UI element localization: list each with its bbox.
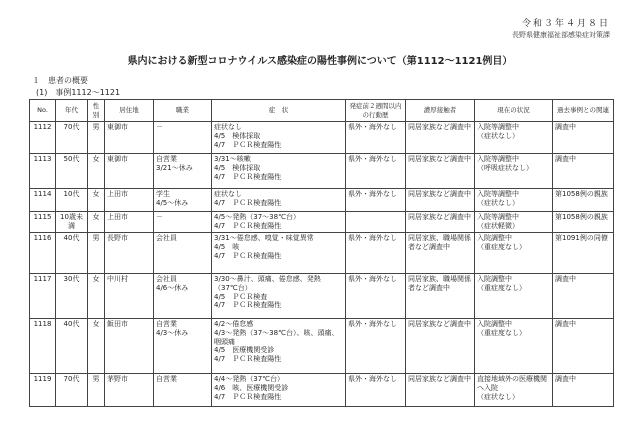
cell-no: 1116	[30, 233, 56, 274]
cell-relation: 調査中	[553, 122, 614, 154]
issuing-department: 長野県健康福祉部感染症対策課	[512, 31, 610, 39]
table-row	[30, 274, 614, 319]
table-row	[30, 189, 614, 212]
cell-symptoms: 3/31～倦怠感、嗅覚・味覚異常 4/5 咳 4/7 ＰＣＲ検査陽性	[212, 233, 346, 274]
col-header-status: 現在の状況	[475, 100, 553, 122]
cell-job: 学生 4/5～休み	[154, 189, 212, 212]
table-header-row	[30, 100, 614, 122]
cell-sex: 女	[88, 189, 105, 212]
document-title: 県内における新型コロナウイルス感染症の陽性事例について（第1112～1121例目）	[127, 56, 513, 67]
cell-sex: 女	[88, 319, 105, 374]
cell-age: 40代	[56, 319, 88, 374]
cell-relation: 調査中	[553, 374, 614, 407]
col-header-age: 年代	[56, 100, 88, 122]
cell-contacts: 同居家族など調査中	[406, 154, 475, 189]
section-heading: １ 患者の概要	[32, 76, 88, 85]
cell-no: 1117	[30, 274, 56, 319]
cell-relation: 第1058例の親族	[553, 212, 614, 233]
cell-contacts: 同居家族、職場関係者など調査中	[406, 233, 475, 274]
cell-residence: 東御市	[105, 122, 154, 154]
cell-status: 入院等調整中 （症状なし）	[475, 189, 553, 212]
cell-symptoms: 4/4～発熱（37℃台） 4/6 咳、医療機関受診 4/7 ＰＣＲ検査陽性	[212, 374, 346, 407]
cell-symptoms: 症状なし 4/7 ＰＣＲ検査陽性	[212, 189, 346, 212]
cell-contacts: 同居家族、職場関係者など調査中	[406, 274, 475, 319]
cell-symptoms: 3/31～咳嗽 4/5 検体採取 4/7 ＰＣＲ検査陽性	[212, 154, 346, 189]
cell-symptoms: 4/2～倦怠感 4/3～発熱（37～38℃台）、咳、頭痛、咽頭痛 4/5 医療機関受診 4/7 ＰＣＲ検査陽性	[212, 319, 346, 374]
cell-job: 自営業 4/3～休み	[154, 319, 212, 374]
cell-contacts: 同居家族など調査中	[406, 122, 475, 154]
cell-travel: 県外・海外なし	[346, 122, 406, 154]
table-row	[30, 122, 614, 154]
cell-age: 40代	[56, 233, 88, 274]
cell-travel: 県外・海外なし	[346, 319, 406, 374]
cell-status: 入院調整中 （重症度なし）	[475, 319, 553, 374]
cell-sex: 女	[88, 274, 105, 319]
cell-status: 入院調整中 （重症度なし）	[475, 233, 553, 274]
cell-relation: 第1091例の同僚	[553, 233, 614, 274]
cell-job: 自営業 3/21～休み	[154, 154, 212, 189]
cell-no: 1119	[30, 374, 56, 407]
cell-no: 1113	[30, 154, 56, 189]
table-row	[30, 154, 614, 189]
col-header-job: 職業	[154, 100, 212, 122]
cell-residence: 上田市	[105, 189, 154, 212]
cell-no: 1115	[30, 212, 56, 233]
cell-sex: 男	[88, 122, 105, 154]
cell-residence: 飯田市	[105, 319, 154, 374]
table-row	[30, 212, 614, 233]
cell-job: 会社員	[154, 233, 212, 274]
cell-residence: 長野市	[105, 233, 154, 274]
cell-status: 入院調整中 （重症度なし）	[475, 274, 553, 319]
cell-symptoms: 4/5～発熱（37～38℃台） 4/7 ＰＣＲ検査陽性	[212, 212, 346, 233]
cell-status: 直接地域外の医療機関へ入院 （症状なし）	[475, 374, 553, 407]
cell-travel: 県外・海外なし	[346, 233, 406, 274]
cell-symptoms: 症状なし 4/5 検体採取 4/7 ＰＣＲ検査陽性	[212, 122, 346, 154]
cell-residence: 中川村	[105, 274, 154, 319]
cell-age: 70代	[56, 374, 88, 407]
table-row	[30, 319, 614, 374]
cell-job: －	[154, 122, 212, 154]
cell-relation: 調査中	[553, 319, 614, 374]
cell-symptoms: 3/30～鼻汁、頭痛、倦怠感、発熱（37℃台） 4/5 ＰＣＲ検査 4/7 ＰＣＲ検査陽性	[212, 274, 346, 319]
col-header-residence: 居住地	[105, 100, 154, 122]
cell-relation: 第1058例の親族	[553, 189, 614, 212]
cell-sex: 女	[88, 154, 105, 189]
col-header-symptoms: 症 状	[212, 100, 346, 122]
cell-relation: 調査中	[553, 154, 614, 189]
cell-age: 10代	[56, 189, 88, 212]
cell-status: 入院等調整中 （呼吸症状なし）	[475, 154, 553, 189]
col-header-no: No.	[30, 100, 56, 122]
cell-status: 入院等調整中 （症状なし）	[475, 122, 553, 154]
cell-contacts: 同居家族など調査中	[406, 189, 475, 212]
cell-contacts: 同居家族など調査中	[406, 319, 475, 374]
cell-travel: 県外・海外なし	[346, 189, 406, 212]
col-header-travel: 発症前２週間以内の行動歴	[346, 100, 406, 122]
cell-no: 1118	[30, 319, 56, 374]
cell-travel: 県外・海外なし	[346, 374, 406, 407]
cell-contacts: 同居家族など調査中	[406, 374, 475, 407]
cell-job: －	[154, 212, 212, 233]
cell-sex: 女	[88, 212, 105, 233]
cell-residence: 茅野市	[105, 374, 154, 407]
cell-age: 30代	[56, 274, 88, 319]
cell-relation: 調査中	[553, 274, 614, 319]
cell-sex: 男	[88, 233, 105, 274]
cell-travel	[346, 212, 406, 233]
table-row	[30, 233, 614, 274]
cell-age: 10歳未満	[56, 212, 88, 233]
cell-residence: 上田市	[105, 212, 154, 233]
col-header-contacts: 濃厚接触者	[406, 100, 475, 122]
section-subheading: (1) 事例1112～1121	[36, 88, 121, 97]
report-date: 令和３年４月８日	[521, 19, 610, 29]
cell-job: 会社員 4/6～休み	[154, 274, 212, 319]
cell-sex: 男	[88, 374, 105, 407]
cell-travel: 県外・海外なし	[346, 154, 406, 189]
cell-status: 入院等調整中 （症状軽微）	[475, 212, 553, 233]
cell-no: 1114	[30, 189, 56, 212]
cases-table	[29, 99, 614, 407]
cell-job: 自営業	[154, 374, 212, 407]
col-header-sex: 性別	[88, 100, 105, 122]
cell-travel: 県外・海外なし	[346, 274, 406, 319]
col-header-relation: 過去事例との関連	[553, 100, 614, 122]
cell-residence: 東御市	[105, 154, 154, 189]
table-row	[30, 374, 614, 407]
cell-contacts: 同居家族など調査中	[406, 212, 475, 233]
cell-age: 70代	[56, 122, 88, 154]
cell-no: 1112	[30, 122, 56, 154]
cell-age: 50代	[56, 154, 88, 189]
